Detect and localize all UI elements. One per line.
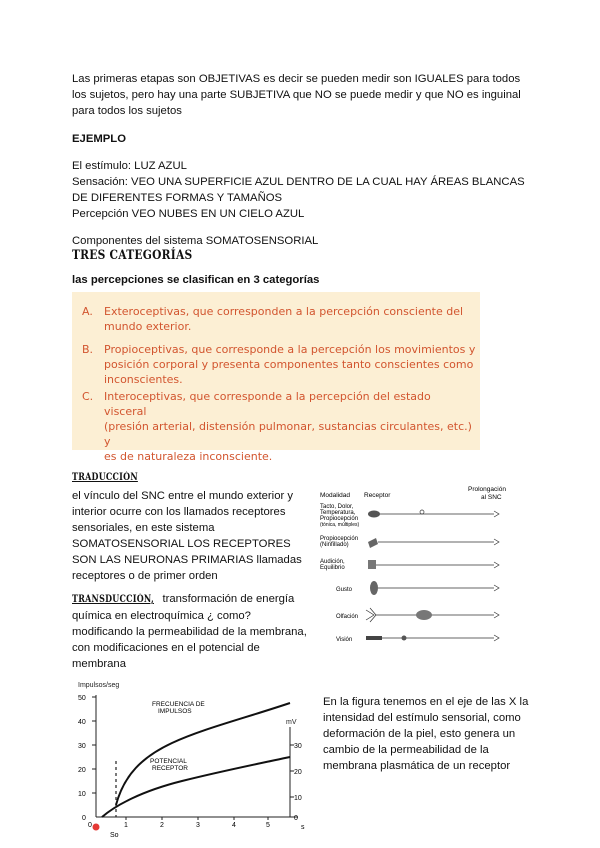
row-label: (Ninfillado) xyxy=(320,542,349,548)
terminal xyxy=(494,562,499,568)
caption-line: deformación de la piel, esto genera un xyxy=(323,728,516,740)
components-line: Componentes del sistema SOMATOSENSORIAL xyxy=(72,235,319,247)
tick-label: 1 xyxy=(124,822,128,829)
col-header-snc: al SNC xyxy=(481,494,502,501)
receptor-ending xyxy=(366,636,382,640)
row-label: Equilibrio xyxy=(320,565,345,571)
row-label: Tacto, Dolor, xyxy=(320,504,354,510)
tick-label: 0 xyxy=(82,815,86,822)
tick-label: 20 xyxy=(294,769,302,776)
example-heading: EJEMPLO xyxy=(72,133,126,145)
text-line: sensoriales, en este sistema xyxy=(72,522,215,534)
tick-label: 0 xyxy=(88,822,92,829)
receptor-ending xyxy=(368,560,376,569)
receptor-figure xyxy=(318,484,518,654)
row-label: (tónica, múltiples) xyxy=(320,522,360,528)
tick-label: 0 xyxy=(294,815,298,822)
text-line: interior ocurre con los llamados receptores xyxy=(72,506,286,518)
caption-line: cambio de la permeabilidad de la xyxy=(323,744,489,756)
traduccion-title: TRADUCCIÓN xyxy=(72,472,138,483)
text-line: con modificaciones en el potencial de xyxy=(72,642,260,654)
row-label: Propiocepción xyxy=(320,516,359,522)
soma xyxy=(416,610,432,620)
tick-label: 50 xyxy=(78,695,86,702)
transduccion-text xyxy=(72,591,317,672)
tick-label: 4 xyxy=(232,822,236,829)
tick-label: 10 xyxy=(294,795,302,802)
receptor-ending xyxy=(368,511,380,518)
category-line: mundo exterior. xyxy=(104,320,192,333)
receptor-ending xyxy=(366,608,376,622)
transduccion-title: TRANSDUCCIÓN, xyxy=(72,594,154,605)
text-line: modificando la permeabilidad de la membrana, xyxy=(72,626,307,638)
tick-label: 2 xyxy=(160,822,164,829)
text-line: el vínculo del SNC entre el mundo exterior y xyxy=(72,490,294,502)
category-letter: B. xyxy=(82,343,94,356)
receptor-potential-curve xyxy=(102,757,290,817)
row-label: Olfación xyxy=(336,614,359,620)
caption-line: membrana plasmática de un receptor xyxy=(323,760,511,772)
row-label: Temperatura, xyxy=(320,510,356,516)
terminal xyxy=(494,635,499,641)
row-label: Gusto xyxy=(336,587,353,593)
terminal xyxy=(494,585,499,591)
category-line: (presión arterial, distensión pulmonar, sustancias circulantes, etc.) y xyxy=(104,420,472,448)
category-line: inconscientes. xyxy=(104,373,183,386)
curve-label: IMPULSOS xyxy=(158,708,192,715)
classify-line: las percepciones se clasifican en 3 categorías xyxy=(72,274,320,286)
three-categories-title: TRES CATEGORÍAS xyxy=(72,248,193,263)
terminal xyxy=(494,612,499,618)
category-line: Exteroceptivas, que corresponden a la percepción consciente del xyxy=(104,305,464,318)
row-label: Visión xyxy=(336,637,353,643)
caption-line: intensidad del estímulo sensorial, como xyxy=(323,712,521,724)
example-sensation: DE DIFERENTES FORMAS Y TAMAÑOS xyxy=(72,192,283,204)
category-letter: A. xyxy=(82,305,93,318)
soma xyxy=(420,510,424,514)
text-line: membrana xyxy=(72,658,126,670)
impulse-frequency-curve xyxy=(116,703,290,805)
graph-caption xyxy=(323,694,553,774)
text-line: química en electroquímica ¿ como? xyxy=(72,610,251,622)
soma xyxy=(402,636,407,641)
receptor-ending xyxy=(368,538,378,548)
tick-label: 3 xyxy=(196,822,200,829)
tick-label: 5 xyxy=(266,822,270,829)
tick-label: 30 xyxy=(294,743,302,750)
curve-label: POTENCIAL xyxy=(150,758,187,765)
text-line: receptores o de primer orden xyxy=(72,570,218,582)
receptor-graph xyxy=(72,677,312,843)
s0-label: So xyxy=(110,832,119,839)
intro-line: Las primeras etapas son OBJETIVAS es decir se pueden medir son IGUALES para todos xyxy=(72,73,521,85)
terminal xyxy=(494,511,499,517)
right-ticks xyxy=(290,743,302,822)
row-label: Propiocepción xyxy=(320,536,359,542)
category-letter: C. xyxy=(82,390,94,403)
y-left-label: Impulsos/seg xyxy=(78,682,120,689)
example-block xyxy=(72,158,532,222)
y-right-label: mV xyxy=(286,719,297,726)
terminal xyxy=(494,539,499,545)
intro-paragraph xyxy=(72,71,532,119)
col-header-modalidad: Modalidad xyxy=(320,492,350,499)
example-perception: Percepción VEO NUBES EN UN CIELO AZUL xyxy=(72,208,305,220)
category-line: es de naturaleza inconsciente. xyxy=(104,450,273,463)
categories-box xyxy=(72,292,480,463)
intro-line: los sujetos, pero hay una parte SUBJETIVA que NO se puede medir y que NO es inguinal xyxy=(72,89,521,101)
x-ticks xyxy=(88,817,305,831)
tick-label: 20 xyxy=(78,767,86,774)
x-unit-label: s xyxy=(301,824,305,831)
traduccion-text xyxy=(72,488,312,584)
curve-label: RECEPTOR xyxy=(152,765,188,772)
intro-line: para todos los sujetos xyxy=(72,105,182,117)
text-line: transformación de energía xyxy=(162,593,295,605)
example-stimulus: El estímulo: LUZ AZUL xyxy=(72,160,187,172)
tick-label: 10 xyxy=(78,791,86,798)
caption-line: En la figura tenemos en el eje de las X la xyxy=(323,696,529,708)
category-line: Interoceptivas, que corresponde a la percepción del estado visceral xyxy=(104,390,431,418)
col-header-prolongacion: Prolongación xyxy=(468,486,506,493)
marker-dot xyxy=(93,824,100,831)
category-line: Propioceptivas, que corresponde a la percepción los movimientos y xyxy=(104,343,476,356)
example-sensation: Sensación: VEO UNA SUPERFICIE AZUL DENTRO DE LA CUAL HAY ÁREAS BLANCAS xyxy=(72,176,525,188)
text-line: SOMATOSENSORIAL LOS RECEPTORES xyxy=(72,538,291,550)
col-header-receptor: Receptor xyxy=(364,492,391,499)
category-line: posición corporal y presenta componentes tanto conscientes como xyxy=(104,358,474,371)
receptor-ending xyxy=(370,581,378,595)
tick-label: 40 xyxy=(78,719,86,726)
curve-label: FRECUENCIA DE xyxy=(152,701,205,708)
left-ticks xyxy=(78,695,96,822)
row-label: Audición, xyxy=(320,559,345,565)
text-line: SON LAS NEURONAS PRIMARIAS llamadas xyxy=(72,554,302,566)
tick-label: 30 xyxy=(78,743,86,750)
